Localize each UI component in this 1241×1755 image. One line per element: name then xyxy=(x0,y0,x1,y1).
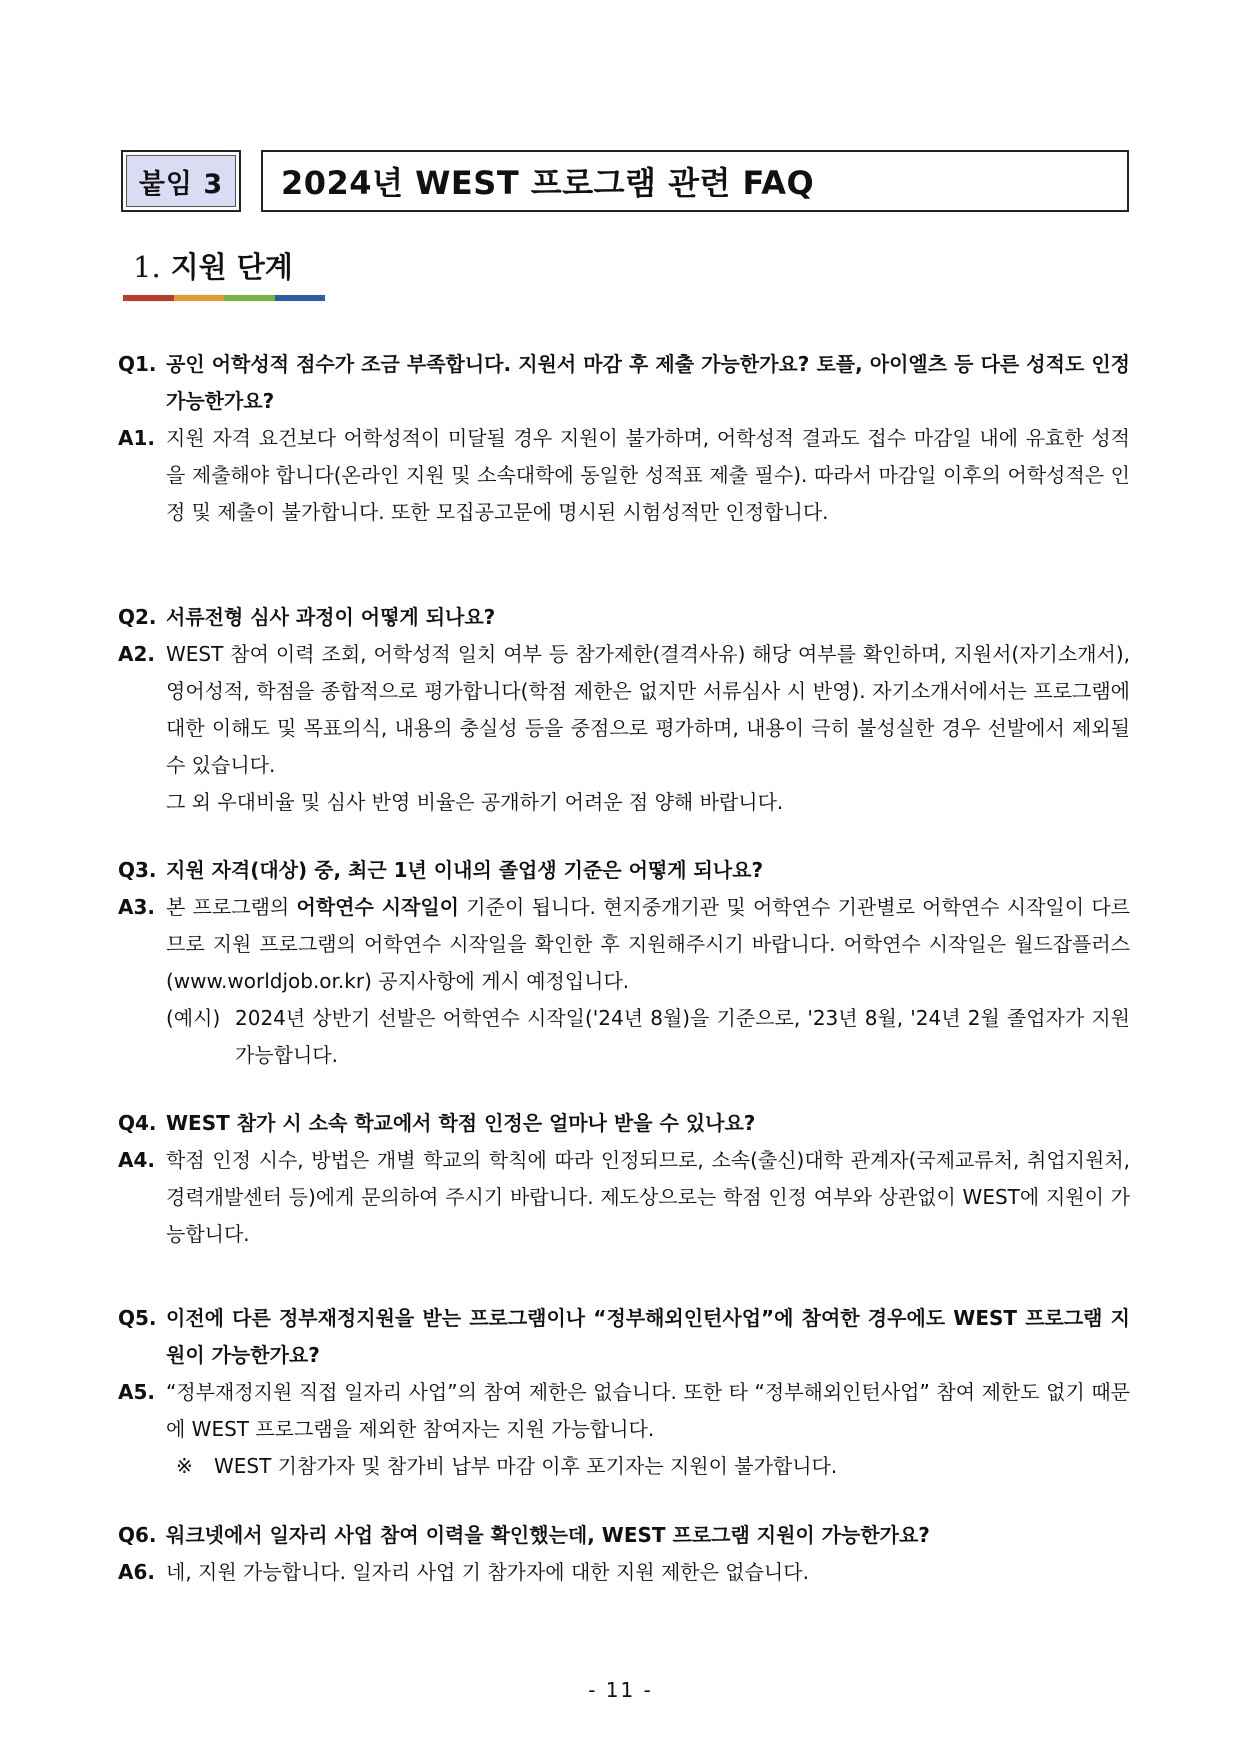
question-row xyxy=(118,599,1130,636)
question-text: 공인 어학성적 점수가 조금 부족합니다. 지원서 마감 후 제출 가능한가요? 토플, 아이엘츠 등 다른 성적도 인정 가능한가요? xyxy=(166,352,1130,413)
faq-item-4 xyxy=(118,1105,1130,1253)
answer-extra-text: 그 외 우대비율 및 심사 반영 비율은 공개하기 어려운 점 양해 바랍니다. xyxy=(166,790,784,814)
answer-label: A1. xyxy=(118,426,155,450)
example-block xyxy=(166,1000,1130,1074)
question-label: Q2. xyxy=(118,605,157,629)
answer-row xyxy=(118,1374,1130,1485)
example-label: (예시) xyxy=(166,1006,221,1030)
question-label: Q6. xyxy=(118,1523,157,1547)
answer-row xyxy=(118,1142,1130,1253)
answer-label: A3. xyxy=(118,895,155,919)
question-label: Q4. xyxy=(118,1111,157,1135)
answer-text: 학점 인정 시수, 방법은 개별 학교의 학칙에 따라 인정되므로, 소속(출신)대학 관계자(국제교류처, 취업지원처, 경력개발센터 등)에게 문의하여 주시기 바랍니다. 제도상으로는 학점 인정 여부와 상관없이 WEST에 지원이 가능합니다. xyxy=(166,1148,1130,1246)
section-title: 지원 단계 xyxy=(170,250,293,284)
question-label: Q1. xyxy=(118,352,157,376)
answer-text-pre: 본 프로그램의 xyxy=(166,895,297,919)
title-row xyxy=(121,150,1129,212)
answer-body xyxy=(166,889,1130,1074)
question-row xyxy=(118,1300,1130,1374)
page-title: 2024년 WEST 프로그램 관련 FAQ xyxy=(261,150,1129,212)
section-heading xyxy=(133,245,293,286)
answer-text-emphasis: 어학연수 시작일이 xyxy=(296,895,459,919)
question-text: 이전에 다른 정부재정지원을 받는 프로그램이나 “정부해외인턴사업”에 참여한 경우에도 WEST 프로그램 지원이 가능한가요? xyxy=(166,1306,1130,1367)
question-row xyxy=(118,852,1130,889)
example-text: 2024년 상반기 선발은 어학연수 시작일('24년 8월)을 기준으로, '23년 8월, '24년 2월 졸업자가 지원 가능합니다. xyxy=(235,1006,1130,1067)
question-label: Q3. xyxy=(118,858,157,882)
note-mark: ※ xyxy=(176,1454,193,1478)
answer-row xyxy=(118,420,1130,531)
answer-text: 네, 지원 가능합니다. 일자리 사업 기 참가자에 대한 지원 제한은 없습니다. xyxy=(166,1560,809,1584)
faq-item-6 xyxy=(118,1517,1130,1591)
answer-row xyxy=(118,1554,1130,1591)
question-row xyxy=(118,1517,1130,1554)
answer-body xyxy=(166,636,1130,821)
faq-item-1 xyxy=(118,346,1130,531)
color-bar-segment-red xyxy=(123,295,174,301)
question-text: WEST 참가 시 소속 학교에서 학점 인정은 얼마나 받을 수 있나요? xyxy=(166,1111,756,1135)
answer-text: “정부재정지원 직접 일자리 사업”의 참여 제한은 없습니다. 또한 타 “정부해외인턴사업” 참여 제한도 없기 때문에 WEST 프로그램을 제외한 참여자는 지원 가능합니다. xyxy=(166,1380,1130,1441)
question-text: 서류전형 심사 과정이 어떻게 되나요? xyxy=(166,605,496,629)
faq-item-2 xyxy=(118,599,1130,821)
answer-text: 지원 자격 요건보다 어학성적이 미달될 경우 지원이 불가하며, 어학성적 결과도 접수 마감일 내에 유효한 성적을 제출해야 합니다(온라인 지원 및 소속대학에 동일한 성적표 제출 필수). 따라서 마감일 이후의 어학성적은 인정 및 제출이 불가합니다. 또한 모집공고문에 명시된 시험성적만 인정합니다. xyxy=(166,426,1130,524)
attachment-tag-label: 붙임 3 xyxy=(126,155,236,207)
attachment-tag xyxy=(121,150,241,212)
section-color-bar xyxy=(123,295,325,301)
note-text: WEST 기참가자 및 참가비 납부 마감 이후 포기자는 지원이 불가합니다. xyxy=(214,1454,838,1478)
answer-row xyxy=(118,636,1130,821)
question-text: 워크넷에서 일자리 사업 참여 이력을 확인했는데, WEST 프로그램 지원이 가능한가요? xyxy=(166,1523,930,1547)
note-block xyxy=(166,1448,1130,1485)
question-row xyxy=(118,1105,1130,1142)
answer-row xyxy=(118,889,1130,1074)
color-bar-segment-orange xyxy=(174,295,225,301)
color-bar-segment-green xyxy=(224,295,275,301)
answer-label: A4. xyxy=(118,1148,155,1172)
question-row xyxy=(118,346,1130,420)
faq-item-5 xyxy=(118,1300,1130,1485)
answer-label: A6. xyxy=(118,1560,155,1584)
question-label: Q5. xyxy=(118,1306,157,1330)
color-bar-segment-blue xyxy=(275,295,326,301)
question-text: 지원 자격(대상) 중, 최근 1년 이내의 졸업생 기준은 어떻게 되나요? xyxy=(166,858,764,882)
answer-body xyxy=(166,1374,1130,1485)
answer-text: WEST 참여 이력 조회, 어학성적 일치 여부 등 참가제한(결격사유) 해당 여부를 확인하며, 지원서(자기소개서), 영어성적, 학점을 종합적으로 평가합니다(학점 제한은 없지만 서류심사 시 반영). 자기소개서에서는 프로그램에 대한 이해도 및 목표의식, 내용의 충실성 등을 중점으로 평가하며, 내용이 극히 불성실한 경우 선발에서 제외될 수 있습니다. xyxy=(166,642,1130,777)
faq-item-3 xyxy=(118,852,1130,1074)
answer-label: A2. xyxy=(118,642,155,666)
page-number: - 11 - xyxy=(588,1678,653,1702)
section-number: 1. xyxy=(133,250,161,284)
answer-text-post: 기준이 됩니다. 현지중개기관 및 어학연수 기관별로 어학연수 시작일이 다르므로 지원 프로그램의 어학연수 시작일을 확인한 후 지원해주시기 바랍니다. 어학연수 시작일은 월드잡플러스(www.worldjob.or.kr) 공지사항에 게시 예정입니다. xyxy=(166,895,1130,993)
answer-label: A5. xyxy=(118,1380,155,1404)
